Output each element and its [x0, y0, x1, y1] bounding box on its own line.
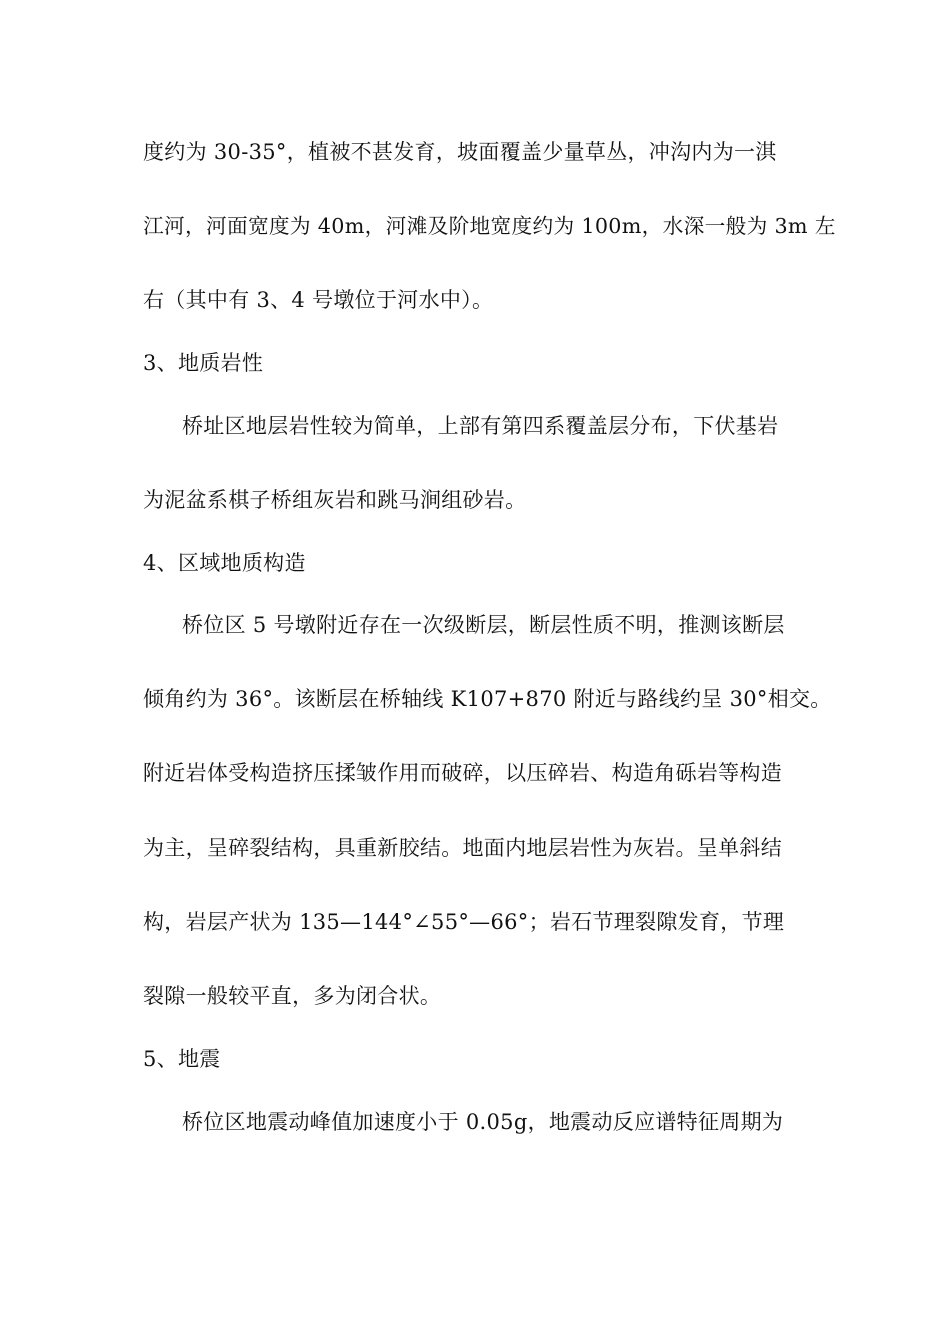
body-text-line: 裂隙一般较平直，多为闭合状。 [143, 984, 442, 1008]
section-heading: 3、地质岩性 [143, 351, 264, 375]
body-text-line: 桥址区地层岩性较为简单，上部有第四系覆盖层分布，下伏基岩 [182, 414, 779, 438]
section-heading: 4、区域地质构造 [143, 551, 306, 575]
body-text-line: 为泥盆系棋子桥组灰岩和跳马涧组砂岩。 [143, 488, 527, 512]
body-text-line: 度约为 30-35°，植被不甚发育，坡面覆盖少量草丛，冲沟内为一淇 [143, 140, 777, 164]
body-text-line: 倾角约为 36°。该断层在桥轴线 K107+870 附近与路线约呈 30°相交。 [143, 687, 832, 711]
body-text-line: 附近岩体受构造挤压揉皱作用而破碎，以压碎岩、构造角砾岩等构造 [143, 761, 782, 785]
section-heading: 5、地震 [143, 1047, 221, 1071]
body-text-line: 为主，呈碎裂结构，具重新胶结。地面内地层岩性为灰岩。呈单斜结 [143, 836, 782, 860]
body-text-line: 桥位区 5 号墩附近存在一次级断层，断层性质不明，推测该断层 [182, 613, 785, 637]
body-text-line: 桥位区地震动峰值加速度小于 0.05g，地震动反应谱特征周期为 [182, 1110, 784, 1134]
body-text-line: 右（其中有 3、4 号墩位于河水中）。 [143, 288, 494, 312]
body-text-line: 构，岩层产状为 135—144°∠55°—66°；岩石节理裂隙发育，节理 [143, 910, 785, 934]
body-text-line: 江河，河面宽度为 40m，河滩及阶地宽度约为 100m，水深一般为 3m 左 [143, 214, 836, 238]
